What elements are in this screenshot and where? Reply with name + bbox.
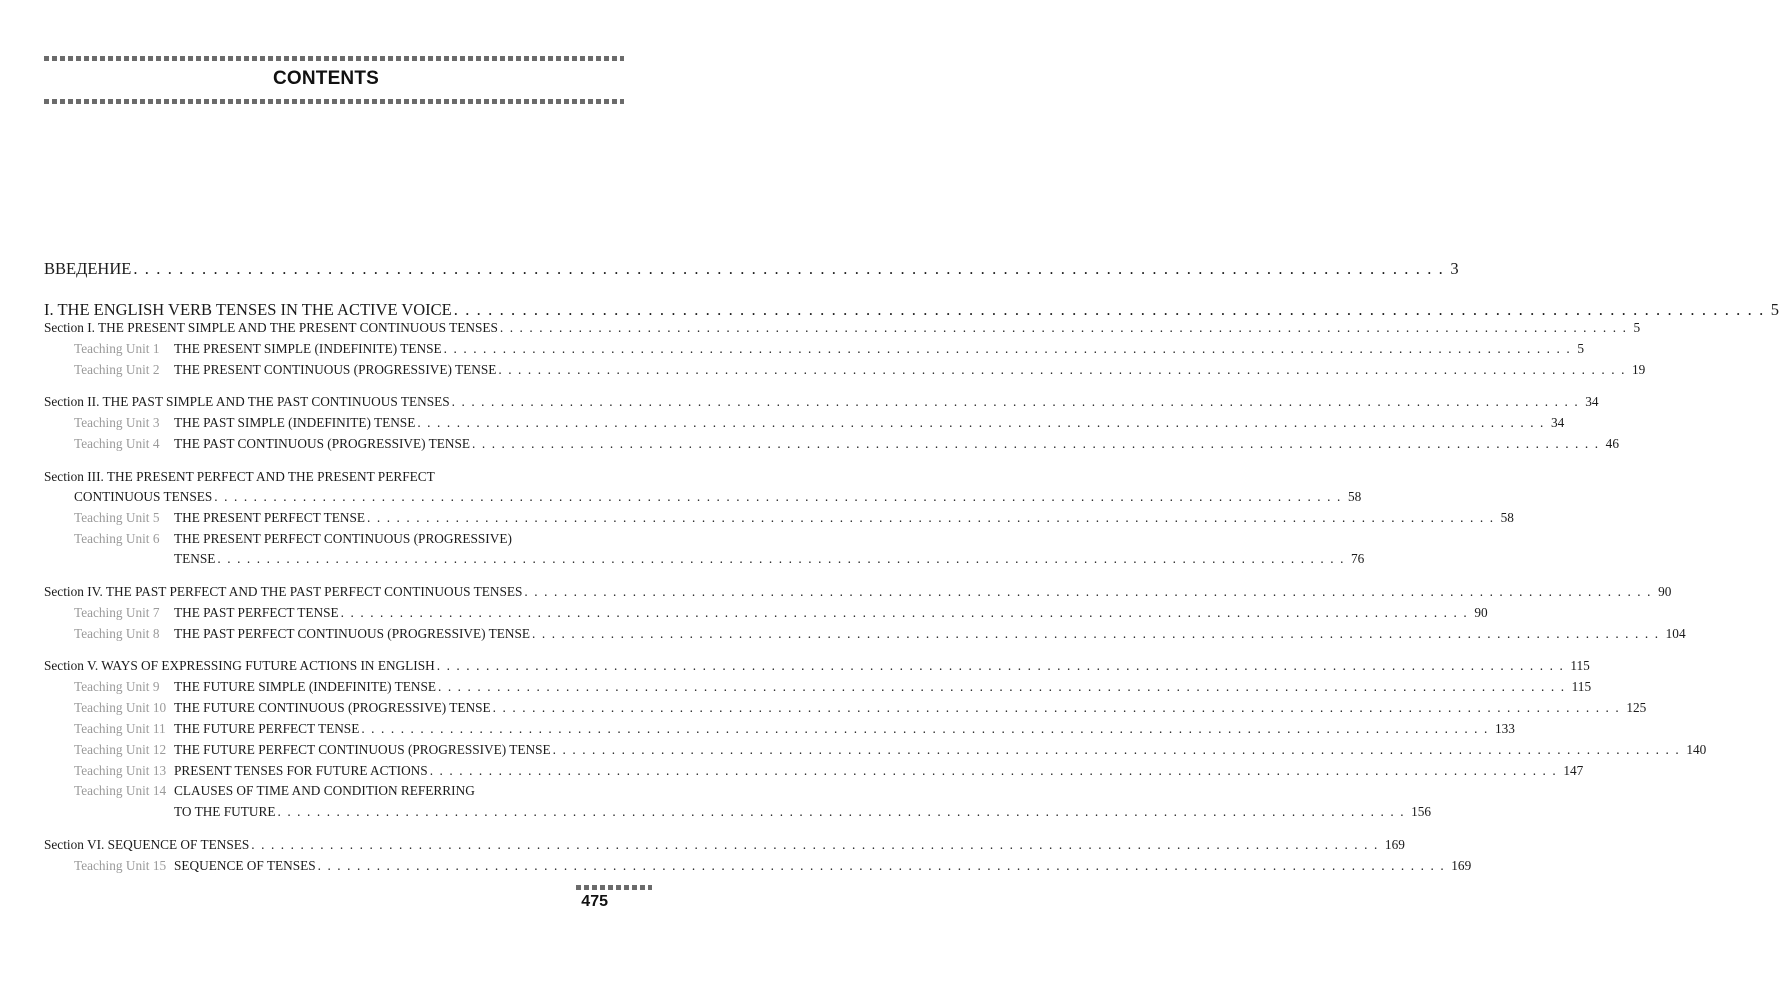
teaching-unit-label: Teaching Unit 3 [74, 415, 160, 430]
toc-entry-label: Section II. THE PAST SIMPLE AND THE PAST CONTINUOUS TENSES [44, 394, 450, 409]
teaching-unit-label: Teaching Unit 15 [74, 858, 167, 873]
toc-entry-label: Section IV. THE PAST PERFECT AND THE PAST PERFECT CONTINUOUS TENSES [44, 584, 523, 599]
footer-dot-band [576, 885, 652, 890]
toc-page-number: 76 [1351, 551, 1365, 566]
dot-leader [553, 741, 1681, 759]
teaching-unit-label: Teaching Unit 8 [74, 626, 160, 641]
toc-entry-label: Section I. THE PRESENT SIMPLE AND THE PRESENT CONTINUOUS TENSES [44, 320, 498, 335]
toc-entry-label: PRESENT TENSES FOR FUTURE ACTIONS [174, 763, 428, 778]
dot-leader [341, 604, 1469, 622]
toc-entry-unit-14[interactable] [44, 782, 610, 800]
toc-entry-unit-14-continued[interactable] [44, 803, 1432, 821]
toc-entry-section-4[interactable] [44, 583, 1672, 601]
teaching-unit-label: Teaching Unit 6 [74, 531, 160, 546]
toc-page-number: 104 [1665, 626, 1686, 641]
toc-page-number: 3 [1450, 259, 1459, 278]
toc-entry-label: THE PAST PERFECT TENSE [174, 605, 339, 620]
toc-page-number: 133 [1494, 721, 1515, 736]
teaching-unit-label: Teaching Unit 14 [74, 783, 167, 798]
teaching-unit-label: Teaching Unit 11 [74, 721, 166, 736]
toc-entry-unit-6-continued[interactable] [44, 550, 1365, 568]
dot-leader [472, 435, 1600, 453]
toc-entry-unit-1[interactable] [44, 340, 1584, 358]
dot-leader [452, 393, 1580, 411]
toc-page-number: 46 [1605, 436, 1619, 451]
toc-page-number: 58 [1500, 510, 1514, 525]
toc-entry-label: Section III. THE PRESENT PERFECT AND THE PRESENT PERFECT [44, 469, 435, 484]
toc-entry-label: THE FUTURE PERFECT TENSE [174, 721, 360, 736]
dot-leader [133, 258, 1444, 280]
toc-page-number: 5 [1577, 341, 1584, 356]
toc-entry-label: THE PRESENT SIMPLE (INDEFINITE) TENSE [174, 341, 442, 356]
toc-entry-label: I. THE ENGLISH VERB TENSES IN THE ACTIVE VOICE [44, 300, 452, 319]
page-number: 475 [581, 893, 608, 910]
dot-leader [277, 803, 1405, 821]
header-dot-band-bottom [44, 99, 624, 104]
toc-entry-label: TO THE FUTURE [174, 804, 276, 819]
toc-entry-section-3-continued[interactable] [44, 488, 1362, 506]
toc-page-number: 58 [1347, 489, 1362, 504]
toc-entry-part-1[interactable] [44, 299, 1779, 321]
teaching-unit-label: Teaching Unit 7 [74, 605, 160, 620]
toc-entry-section-5[interactable] [44, 657, 1590, 675]
toc-page-number: 90 [1474, 605, 1488, 620]
toc-entry-unit-4[interactable] [44, 435, 1619, 453]
header-dot-band-top [44, 56, 624, 61]
toc-page-number: 125 [1626, 700, 1647, 715]
toc-entry-label: THE PAST SIMPLE (INDEFINITE) TENSE [174, 415, 416, 430]
toc-entry-section-6[interactable] [44, 836, 1405, 854]
dot-leader [438, 678, 1566, 696]
toc-entry-label: THE FUTURE SIMPLE (INDEFINITE) TENSE [174, 679, 436, 694]
toc-entry-label: THE PAST CONTINUOUS (PROGRESSIVE) TENSE [174, 436, 471, 451]
toc-entry-label: SEQUENCE OF TENSES [174, 858, 316, 873]
teaching-unit-label: Teaching Unit 12 [74, 742, 167, 757]
toc-entry-label: CLAUSES OF TIME AND CONDITION REFERRING [174, 783, 475, 798]
toc-entry-label: THE PRESENT PERFECT CONTINUOUS (PROGRESSIVE) [174, 531, 512, 546]
toc-entry-unit-11[interactable] [44, 720, 1515, 738]
dot-leader [498, 361, 1626, 379]
toc-entry-unit-3[interactable] [44, 414, 1565, 432]
dot-leader [444, 340, 1572, 358]
dot-leader [532, 625, 1660, 643]
teaching-unit-label: Teaching Unit 2 [74, 362, 160, 377]
dot-leader [524, 583, 1652, 601]
dot-leader [251, 836, 1379, 854]
teaching-unit-label: Teaching Unit 9 [74, 679, 160, 694]
toc-entry-label: Section VI. SEQUENCE OF TENSES [44, 837, 250, 852]
dot-leader [454, 299, 1765, 321]
toc-entry-introduction[interactable] [44, 258, 1459, 280]
page-title: CONTENTS [272, 68, 380, 89]
toc-entry-unit-5[interactable] [44, 509, 1514, 527]
teaching-unit-label: Teaching Unit 13 [74, 763, 167, 778]
toc-page-number: 5 [1633, 320, 1641, 335]
toc-page-number: 147 [1563, 763, 1584, 778]
toc-page-number: 115 [1570, 658, 1590, 673]
toc-page-number: 19 [1632, 362, 1646, 377]
teaching-unit-label: Teaching Unit 1 [74, 341, 160, 356]
dot-leader [214, 488, 1342, 506]
toc-page-number: 115 [1571, 679, 1592, 694]
toc-entry-label: THE FUTURE CONTINUOUS (PROGRESSIVE) TENSE [174, 700, 491, 715]
dot-leader [417, 414, 1545, 432]
toc-entry-label: THE FUTURE PERFECT CONTINUOUS (PROGRESSIVE) TENSE [174, 742, 551, 757]
toc-entry-label: Section V. WAYS OF EXPRESSING FUTURE ACTIONS IN ENGLISH [44, 658, 435, 673]
toc-page-number: 169 [1384, 837, 1405, 852]
dot-leader [217, 550, 1345, 568]
toc-entry-section-3[interactable] [44, 468, 610, 486]
toc-entry-unit-7[interactable] [44, 604, 1488, 622]
teaching-unit-label: Teaching Unit 5 [74, 510, 160, 525]
toc-page-number: 5 [1770, 300, 1779, 319]
toc-entry-unit-2[interactable] [44, 361, 1646, 379]
dot-leader [493, 699, 1621, 717]
toc-entry-section-2[interactable] [44, 393, 1599, 411]
toc-page-number: 156 [1411, 804, 1432, 819]
toc-entry-label: TENSE [174, 551, 216, 566]
toc-entry-unit-15[interactable] [44, 857, 1472, 875]
teaching-unit-label: Teaching Unit 10 [74, 700, 167, 715]
dot-leader [361, 720, 1489, 738]
toc-entry-unit-12[interactable] [44, 741, 1707, 759]
toc-entry-unit-10[interactable] [44, 699, 1647, 717]
dot-leader [430, 762, 1558, 780]
toc-entry-unit-9[interactable] [44, 678, 1592, 696]
toc-entry-label: ВВЕДЕНИЕ [44, 259, 132, 278]
dot-leader [367, 509, 1495, 527]
toc-page-number: 90 [1658, 584, 1672, 599]
teaching-unit-label: Teaching Unit 4 [74, 436, 160, 451]
dot-leader [437, 657, 1565, 675]
toc-entry-unit-13[interactable] [44, 762, 1584, 780]
toc-entry-section-1[interactable] [44, 319, 1641, 337]
toc-entry-label: THE PAST PERFECT CONTINUOUS (PROGRESSIVE) TENSE [174, 626, 530, 641]
toc-entry-label: CONTINUOUS TENSES [74, 489, 213, 504]
dot-leader [500, 319, 1628, 337]
toc-entry-unit-8[interactable] [44, 625, 1686, 643]
toc-entry-label: THE PRESENT PERFECT TENSE [174, 510, 365, 525]
dot-leader [318, 857, 1446, 875]
toc-page-number: 34 [1550, 415, 1565, 430]
toc-page-number: 169 [1451, 858, 1472, 873]
toc-page-number: 34 [1585, 394, 1599, 409]
toc-entry-unit-6[interactable] [44, 530, 610, 548]
toc-entry-label: THE PRESENT CONTINUOUS (PROGRESSIVE) TENSE [174, 362, 497, 377]
toc-page-number: 140 [1686, 742, 1707, 757]
